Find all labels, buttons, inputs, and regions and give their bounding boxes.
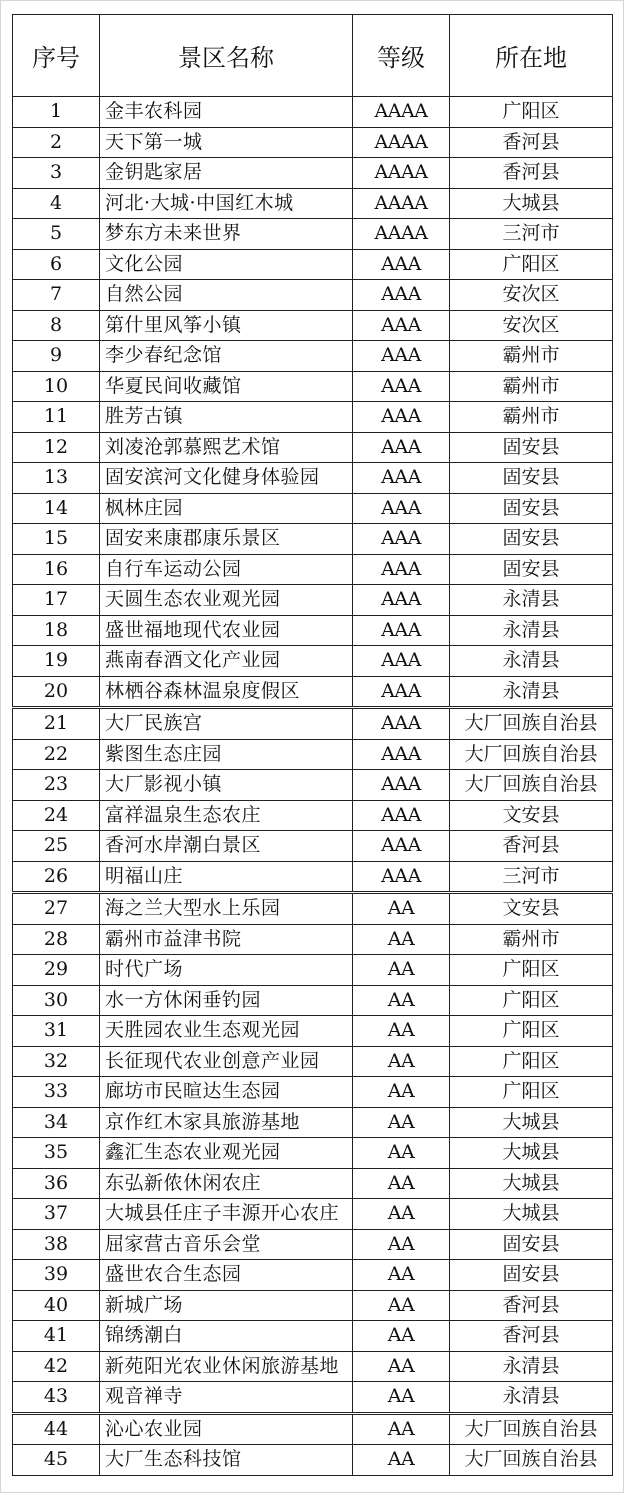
table-row — [13, 985, 613, 1016]
table-row — [13, 861, 613, 893]
cell-num: 4 — [13, 188, 100, 219]
cell-location: 大城县 — [450, 1168, 613, 1199]
cell-location: 香河县 — [450, 127, 613, 158]
table-row — [13, 402, 613, 433]
cell-name: 时代广场 — [100, 955, 353, 986]
cell-grade: AAA — [353, 341, 450, 372]
cell-location: 固安县 — [450, 493, 613, 524]
cell-location: 大厂回族自治县 — [450, 1413, 613, 1445]
cell-grade: AAA — [353, 739, 450, 770]
table-row — [13, 1229, 613, 1260]
cell-grade: AAA — [353, 524, 450, 555]
cell-name: 金钥匙家居 — [100, 158, 353, 189]
cell-name: 第什里风筝小镇 — [100, 310, 353, 341]
table-header-row — [13, 15, 613, 97]
cell-location: 大城县 — [450, 188, 613, 219]
table-row — [13, 1077, 613, 1108]
cell-name: 香河水岸潮白景区 — [100, 831, 353, 862]
table-row — [13, 97, 613, 128]
cell-grade: AA — [353, 1445, 450, 1476]
cell-grade: AA — [353, 985, 450, 1016]
cell-location: 香河县 — [450, 831, 613, 862]
cell-num: 30 — [13, 985, 100, 1016]
table-row — [13, 676, 613, 708]
cell-num: 5 — [13, 219, 100, 250]
cell-name: 天下第一城 — [100, 127, 353, 158]
cell-location: 永清县 — [450, 615, 613, 646]
cell-location: 霸州市 — [450, 402, 613, 433]
cell-grade: AAA — [353, 800, 450, 831]
cell-location: 香河县 — [450, 1321, 613, 1352]
table-row — [13, 1351, 613, 1382]
cell-num: 29 — [13, 955, 100, 986]
cell-grade: AA — [353, 1199, 450, 1230]
table-row — [13, 739, 613, 770]
table-row — [13, 1016, 613, 1047]
table-row — [13, 1445, 613, 1476]
table-row — [13, 371, 613, 402]
cell-location: 广阳区 — [450, 1077, 613, 1108]
cell-num: 28 — [13, 924, 100, 955]
cell-grade: AA — [353, 1382, 450, 1414]
cell-grade: AAA — [353, 861, 450, 893]
cell-location: 永清县 — [450, 1382, 613, 1414]
cell-grade: AA — [353, 1351, 450, 1382]
cell-grade: AAAA — [353, 97, 450, 128]
cell-location: 固安县 — [450, 1260, 613, 1291]
table-row — [13, 1046, 613, 1077]
cell-num: 18 — [13, 615, 100, 646]
cell-num: 17 — [13, 585, 100, 616]
cell-num: 36 — [13, 1168, 100, 1199]
cell-name: 林栖谷森林温泉度假区 — [100, 676, 353, 708]
cell-location: 大城县 — [450, 1199, 613, 1230]
cell-name: 京作红木家具旅游基地 — [100, 1107, 353, 1138]
cell-name: 盛世农合生态园 — [100, 1260, 353, 1291]
cell-num: 37 — [13, 1199, 100, 1230]
cell-grade: AA — [353, 1138, 450, 1169]
table-row — [13, 432, 613, 463]
cell-name: 华夏民间收藏馆 — [100, 371, 353, 402]
table-row — [13, 770, 613, 801]
cell-num: 33 — [13, 1077, 100, 1108]
cell-grade: AAA — [353, 463, 450, 494]
table-row — [13, 1168, 613, 1199]
cell-location: 永清县 — [450, 676, 613, 708]
scenic-spot-table — [12, 14, 613, 1476]
cell-location: 安次区 — [450, 280, 613, 311]
cell-location: 固安县 — [450, 524, 613, 555]
cell-num: 39 — [13, 1260, 100, 1291]
cell-location: 霸州市 — [450, 371, 613, 402]
cell-num: 20 — [13, 676, 100, 708]
table-row — [13, 1290, 613, 1321]
cell-num: 21 — [13, 708, 100, 740]
cell-num: 34 — [13, 1107, 100, 1138]
table-row — [13, 800, 613, 831]
cell-location: 固安县 — [450, 432, 613, 463]
table-row — [13, 158, 613, 189]
cell-num: 32 — [13, 1046, 100, 1077]
table-row — [13, 924, 613, 955]
cell-grade: AAAA — [353, 219, 450, 250]
table-row — [13, 127, 613, 158]
cell-name: 新城广场 — [100, 1290, 353, 1321]
cell-num: 24 — [13, 800, 100, 831]
cell-num: 2 — [13, 127, 100, 158]
table-row — [13, 1107, 613, 1138]
cell-name: 锦绣潮白 — [100, 1321, 353, 1352]
cell-location: 大厂回族自治县 — [450, 770, 613, 801]
cell-location: 永清县 — [450, 646, 613, 677]
cell-name: 霸州市益津书院 — [100, 924, 353, 955]
cell-name: 大城县任庄子丰源开心农庄 — [100, 1199, 353, 1230]
cell-location: 大厂回族自治县 — [450, 708, 613, 740]
cell-num: 3 — [13, 158, 100, 189]
cell-location: 三河市 — [450, 219, 613, 250]
cell-grade: AAA — [353, 371, 450, 402]
cell-grade: AAA — [353, 280, 450, 311]
cell-num: 40 — [13, 1290, 100, 1321]
cell-name: 燕南春酒文化产业园 — [100, 646, 353, 677]
table-row — [13, 1382, 613, 1414]
cell-location: 文安县 — [450, 893, 613, 925]
cell-grade: AA — [353, 955, 450, 986]
cell-grade: AAA — [353, 554, 450, 585]
cell-num: 42 — [13, 1351, 100, 1382]
cell-name: 李少春纪念馆 — [100, 341, 353, 372]
table-row — [13, 1199, 613, 1230]
cell-name: 刘凌沧郭慕熙艺术馆 — [100, 432, 353, 463]
cell-name: 盛世福地现代农业园 — [100, 615, 353, 646]
cell-num: 44 — [13, 1413, 100, 1445]
table-row — [13, 1413, 613, 1445]
header-grade: 等级 — [353, 15, 450, 97]
table-row — [13, 615, 613, 646]
cell-location: 三河市 — [450, 861, 613, 893]
cell-num: 43 — [13, 1382, 100, 1414]
cell-name: 沁心农业园 — [100, 1413, 353, 1445]
cell-name: 大厂生态科技馆 — [100, 1445, 353, 1476]
cell-grade: AA — [353, 1290, 450, 1321]
cell-name: 天胜园农业生态观光园 — [100, 1016, 353, 1047]
table-row — [13, 524, 613, 555]
cell-num: 10 — [13, 371, 100, 402]
cell-grade: AA — [353, 1229, 450, 1260]
cell-num: 35 — [13, 1138, 100, 1169]
cell-grade: AAAA — [353, 158, 450, 189]
cell-name: 固安来康郡康乐景区 — [100, 524, 353, 555]
cell-name: 新苑阳光农业休闲旅游基地 — [100, 1351, 353, 1382]
header-num: 序号 — [13, 15, 100, 97]
cell-name: 海之兰大型水上乐园 — [100, 893, 353, 925]
cell-location: 永清县 — [450, 585, 613, 616]
cell-name: 富祥温泉生态农庄 — [100, 800, 353, 831]
cell-location: 固安县 — [450, 463, 613, 494]
cell-location: 广阳区 — [450, 985, 613, 1016]
table-row — [13, 955, 613, 986]
cell-name: 大厂民族宫 — [100, 708, 353, 740]
table-row — [13, 554, 613, 585]
table-row — [13, 831, 613, 862]
cell-num: 6 — [13, 249, 100, 280]
table-row — [13, 249, 613, 280]
cell-name: 金丰农科园 — [100, 97, 353, 128]
cell-num: 26 — [13, 861, 100, 893]
table-row — [13, 893, 613, 925]
table-row — [13, 493, 613, 524]
cell-name: 固安滨河文化健身体验园 — [100, 463, 353, 494]
cell-num: 31 — [13, 1016, 100, 1047]
cell-grade: AAA — [353, 585, 450, 616]
cell-grade: AA — [353, 1168, 450, 1199]
table-row — [13, 341, 613, 372]
cell-num: 38 — [13, 1229, 100, 1260]
cell-location: 大城县 — [450, 1107, 613, 1138]
header-name: 景区名称 — [100, 15, 353, 97]
cell-grade: AA — [353, 1260, 450, 1291]
cell-grade: AAAA — [353, 188, 450, 219]
cell-location: 永清县 — [450, 1351, 613, 1382]
cell-name: 紫图生态庄园 — [100, 739, 353, 770]
cell-grade: AAA — [353, 493, 450, 524]
cell-num: 41 — [13, 1321, 100, 1352]
table-row — [13, 188, 613, 219]
cell-location: 广阳区 — [450, 955, 613, 986]
cell-grade: AA — [353, 1077, 450, 1108]
cell-location: 大厂回族自治县 — [450, 739, 613, 770]
table-row — [13, 310, 613, 341]
cell-name: 枫林庄园 — [100, 493, 353, 524]
cell-location: 香河县 — [450, 158, 613, 189]
cell-location: 广阳区 — [450, 1046, 613, 1077]
cell-grade: AAA — [353, 770, 450, 801]
table-row — [13, 1260, 613, 1291]
table-row — [13, 585, 613, 616]
cell-num: 11 — [13, 402, 100, 433]
cell-location: 霸州市 — [450, 924, 613, 955]
table-row — [13, 708, 613, 740]
cell-num: 45 — [13, 1445, 100, 1476]
table-row — [13, 219, 613, 250]
cell-location: 固安县 — [450, 1229, 613, 1260]
cell-location: 固安县 — [450, 554, 613, 585]
cell-num: 8 — [13, 310, 100, 341]
cell-num: 12 — [13, 432, 100, 463]
cell-grade: AAA — [353, 676, 450, 708]
cell-location: 文安县 — [450, 800, 613, 831]
cell-grade: AAA — [353, 708, 450, 740]
cell-name: 明福山庄 — [100, 861, 353, 893]
cell-location: 广阳区 — [450, 97, 613, 128]
cell-grade: AAA — [353, 310, 450, 341]
cell-name: 廊坊市民暄达生态园 — [100, 1077, 353, 1108]
cell-grade: AA — [353, 893, 450, 925]
cell-location: 香河县 — [450, 1290, 613, 1321]
cell-location: 霸州市 — [450, 341, 613, 372]
cell-name: 自行车运动公园 — [100, 554, 353, 585]
cell-name: 鑫汇生态农业观光园 — [100, 1138, 353, 1169]
cell-num: 13 — [13, 463, 100, 494]
cell-location: 大城县 — [450, 1138, 613, 1169]
cell-num: 25 — [13, 831, 100, 862]
cell-num: 19 — [13, 646, 100, 677]
cell-num: 16 — [13, 554, 100, 585]
cell-grade: AA — [353, 924, 450, 955]
cell-name: 自然公园 — [100, 280, 353, 311]
cell-name: 大厂影视小镇 — [100, 770, 353, 801]
cell-grade: AA — [353, 1413, 450, 1445]
cell-name: 河北·大城·中国红木城 — [100, 188, 353, 219]
cell-name: 胜芳古镇 — [100, 402, 353, 433]
cell-name: 水一方休闲垂钓园 — [100, 985, 353, 1016]
cell-num: 7 — [13, 280, 100, 311]
table-row — [13, 280, 613, 311]
cell-location: 广阳区 — [450, 249, 613, 280]
cell-name: 天圆生态农业观光园 — [100, 585, 353, 616]
cell-grade: AAA — [353, 646, 450, 677]
cell-grade: AA — [353, 1016, 450, 1047]
cell-name: 东弘新侬休闲农庄 — [100, 1168, 353, 1199]
table-row — [13, 1321, 613, 1352]
cell-name: 梦东方未来世界 — [100, 219, 353, 250]
cell-num: 22 — [13, 739, 100, 770]
cell-name: 文化公园 — [100, 249, 353, 280]
cell-num: 27 — [13, 893, 100, 925]
header-location: 所在地 — [450, 15, 613, 97]
cell-grade: AA — [353, 1046, 450, 1077]
cell-num: 14 — [13, 493, 100, 524]
cell-location: 广阳区 — [450, 1016, 613, 1047]
cell-location: 大厂回族自治县 — [450, 1445, 613, 1476]
cell-num: 9 — [13, 341, 100, 372]
table-row — [13, 1138, 613, 1169]
table-row — [13, 646, 613, 677]
cell-grade: AA — [353, 1107, 450, 1138]
cell-grade: AAA — [353, 432, 450, 463]
cell-location: 安次区 — [450, 310, 613, 341]
cell-name: 观音禅寺 — [100, 1382, 353, 1414]
table-row — [13, 463, 613, 494]
cell-num: 15 — [13, 524, 100, 555]
cell-grade: AAA — [353, 249, 450, 280]
cell-grade: AAA — [353, 402, 450, 433]
cell-grade: AAA — [353, 831, 450, 862]
cell-grade: AA — [353, 1321, 450, 1352]
cell-num: 23 — [13, 770, 100, 801]
cell-name: 屈家营古音乐会堂 — [100, 1229, 353, 1260]
cell-num: 1 — [13, 97, 100, 128]
cell-grade: AAAA — [353, 127, 450, 158]
cell-name: 长征现代农业创意产业园 — [100, 1046, 353, 1077]
cell-grade: AAA — [353, 615, 450, 646]
